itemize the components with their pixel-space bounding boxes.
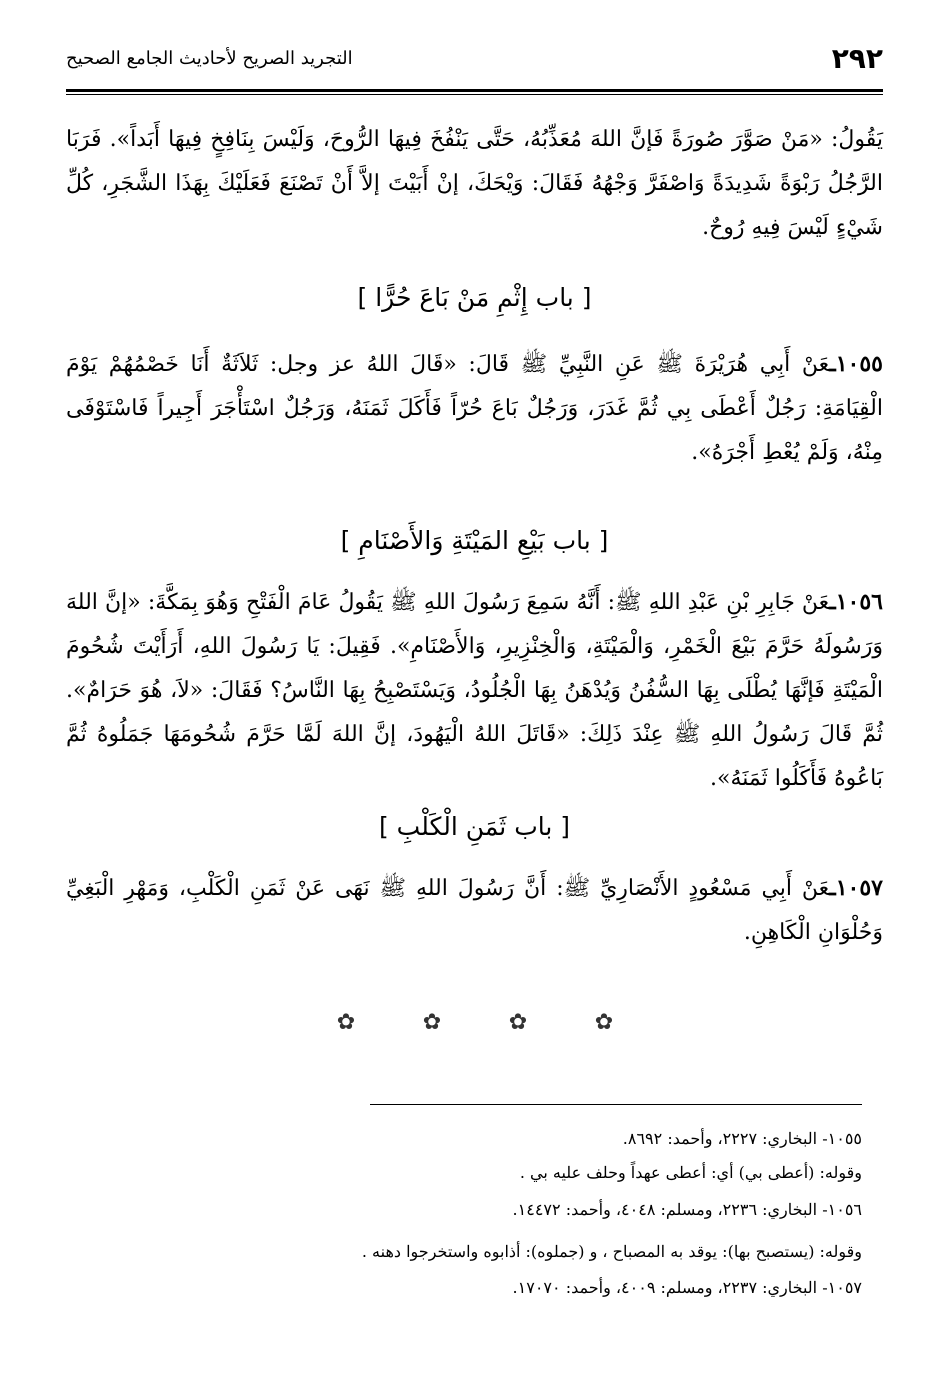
hadith-text: عَنْ أَبِي هُرَيْرَةَ ﷺ عَنِ النَّبِيِّ ﷺ قَالَ: «قَالَ اللهُ عز وجل: ثَلاَثَةٌ أَنَا خَصْمُهُمْ يَوْمَ الْقِيَامَةِ: رَجُلٌ أَعْطَى بِي ثُمَّ غَدَرَ، وَرَجُلٌ بَاعَ حُرّاً فَأَكَلَ ثَمَنَهُ، وَرَجُلٌ اسْتَأْجَرَ أَجِيراً فَاسْتَوْفَى مِنْهُ، وَلَمْ يُعْطِ أَجْرَهُ». (66, 352, 883, 465)
flower-ornament-icon: ✿ (336, 1010, 356, 1035)
footnote-line: وقوله: (يستصبح بها): يوقد به المصباح ، و (جملوه): أذابوه واستخرجوا دهنه . (361, 1242, 862, 1261)
running-title: التجريد الصريح لأحاديث الجامع الصحيح (66, 48, 353, 69)
page-number: ٢٩٢ (831, 42, 883, 75)
section-heading: [ باب إِثْمِ مَنْ بَاعَ حُرًّا ] (357, 283, 592, 312)
footnote-line: ١٠٥٥- البخاري: ٢٢٢٧، وأحمد: ٨٦٩٢. (622, 1129, 862, 1148)
footnote-line: وقوله: (أعطى بي) أي: أعطى عهداً وحلف عليه بي . (519, 1163, 862, 1182)
header-rule (66, 89, 883, 95)
hadith-paragraph (66, 866, 883, 966)
section-ornaments (335, 1012, 615, 1042)
hadith-number: ١٠٥٧ـ (829, 875, 883, 901)
section-heading: [ باب بَيْعِ المَيْتَةِ وَالأَصْنَامِ ] (340, 526, 609, 555)
hadith-paragraph (66, 580, 883, 791)
footnote-line: ١٠٥٦- البخاري: ٢٢٣٦، ومسلم: ٤٠٤٨، وأحمد: ١٤٤٧٢. (512, 1200, 862, 1219)
intro-paragraph: يَقُولُ: «مَنْ صَوَّرَ صُورَةً فَإنَّ اللهَ مُعَذِّبُهُ، حَتَّى يَنْفُخَ فِيهَا الرُّوحَ، وَلَيْسَ بِنَافِخٍ فِيهَا أَبَداً». فَرَبَا الرَّجُلُ رَبْوَةً شَدِيدَةً وَاصْفَرَّ وَجْهُهُ فَقَالَ: وَيْحَكَ، إنْ أَبَيْتَ إلاَّ أَنْ تَصْنَعَ فَعَلَيْكَ بِهَذَا الشَّجَرِ، كُلِّ شَيْءٍ لَيْسَ فِيهِ رُوحٌ. (66, 127, 883, 240)
footnote-rule (370, 1104, 862, 1105)
hadith-text: عَنْ أَبِي مَسْعُودٍ الأَنْصَارِيِّ ﷺ: أَنَّ رَسُولَ اللهِ ﷺ نَهَى عَنْ ثَمَنِ الْكَلْبِ، وَمَهْرِ الْبَغِيِّ وَحُلْوَانِ الْكَاهِنِ. (66, 876, 883, 945)
section-heading: [ باب ثَمَنِ الْكَلْبِ ] (378, 812, 571, 841)
flower-ornament-icon: ✿ (508, 1010, 528, 1035)
hadith-paragraph (66, 342, 883, 482)
hadith-text: عَنْ جَابِرِ بْنِ عَبْدِ اللهِ ﷺ: أَنَّهُ سَمِعَ رَسُولَ اللهِ ﷺ يَقُولُ عَامَ الْفَتْحِ وَهُوَ بِمَكَّةَ: «إنَّ اللهَ وَرَسُولَهُ حَرَّمَ بَيْعَ الْخَمْرِ، وَالْمَيْتَةِ، وَالْخِنْزِيرِ، وَالأَصْنَامِ». فَقِيلَ: يَا رَسُولَ اللهِ، أَرَأَيْتَ شُحُومَ الْمَيْتَةِ فَإنَّهَا يُطْلَى بِهَا السُّفُنُ وَيُدْهَنُ بِهَا الْجُلُودُ، وَيَسْتَصْبِحُ بِهَا النَّاسُ؟ فَقَالَ: «لاَ، هُوَ حَرَامٌ». ثُمَّ قَالَ رَسُولُ اللهِ ﷺ عِنْدَ ذَلِكَ: «قَاتَلَ اللهُ الْيَهُودَ، إنَّ اللهَ لَمَّا حَرَّمَ شُحُومَهَا جَمَلُوهُ ثُمَّ بَاعُوهُ فَأَكَلُوا ثَمَنَهُ». (66, 590, 883, 791)
page-header (66, 38, 883, 90)
flower-ornament-icon: ✿ (594, 1010, 614, 1035)
footnote-line: ١٠٥٧- البخاري: ٢٢٣٧، ومسلم: ٤٠٠٩، وأحمد: ١٧٠٧٠. (512, 1278, 862, 1297)
hadith-number: ١٠٥٦ـ (829, 589, 883, 615)
flower-ornament-icon: ✿ (422, 1010, 442, 1035)
hadith-number: ١٠٥٥ـ (829, 351, 883, 377)
